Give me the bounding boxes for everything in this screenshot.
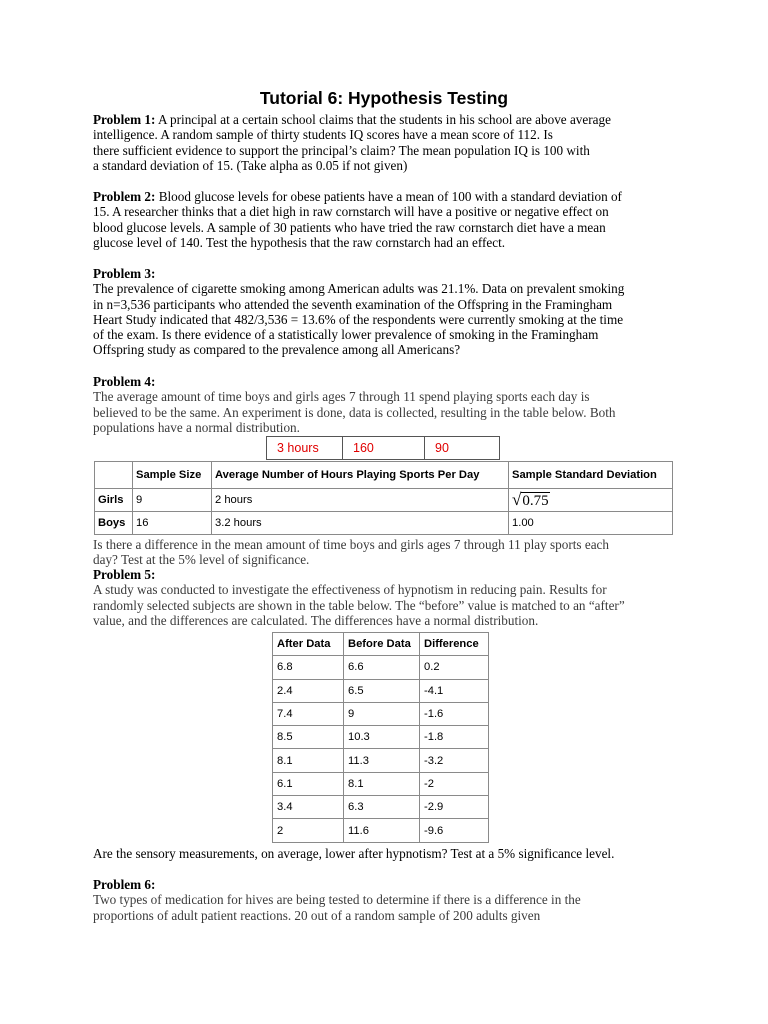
table-cell: 2 hours — [212, 489, 509, 512]
table-header-row — [95, 462, 673, 489]
table-row — [273, 726, 489, 749]
table-cell: 11.6 — [344, 819, 420, 842]
table-cell: -3.2 — [420, 749, 489, 772]
table-header-cell: Sample Standard Deviation — [509, 462, 673, 489]
table-cell-sqrt — [509, 489, 673, 512]
problem-5-line: randomly selected subjects are shown in the table below. The “before” value is matched to an “after” — [93, 597, 625, 613]
table-cell: 6.3 — [344, 796, 420, 819]
page-title: Tutorial 6: Hypothesis Testing — [259, 88, 509, 108]
table-cell: 6.1 — [273, 772, 344, 795]
problem-4-line: The average amount of time boys and girls ages 7 through 11 spend playing sports each day is — [93, 389, 590, 405]
problem-3-line: of the exam. Is there evidence of a statistically lower prevalence of smoking in the Framingham — [93, 327, 599, 343]
table-cell: -1.6 — [420, 702, 489, 725]
table-row — [95, 512, 673, 535]
table-cell: 6.6 — [344, 656, 420, 679]
table-cell: 8.1 — [273, 749, 344, 772]
table-header-cell: Difference — [420, 633, 489, 656]
problem-3-label: Problem 3: — [93, 266, 156, 281]
problem-4-label: Problem 4: — [93, 374, 156, 389]
table-row — [273, 679, 489, 702]
table-cell: 7.4 — [273, 702, 344, 725]
problem-1-label: Problem 1: — [93, 112, 156, 127]
problem-4-line: believed to be the same. An experiment is done, data is collected, resulting in the table below. Both — [93, 404, 616, 420]
sqrt-symbol-icon: √ — [512, 490, 522, 509]
problem-1 — [93, 112, 678, 173]
table-cell: 16 — [133, 512, 212, 535]
problem-4-question-line: day? Test at the 5% level of significance. — [93, 552, 310, 568]
problem-3-line: in n=3,536 participants who attended the seventh examination of the Offspring in the Framingham — [93, 296, 613, 312]
table-row — [273, 819, 489, 842]
problem-5-question-line: Are the sensory measurements, on average, lower after hypnotism? Test at a 5% significance level. — [93, 846, 615, 861]
problem-2 — [93, 189, 678, 250]
table-cell: 6.5 — [344, 679, 420, 702]
problem-4-line: populations have a normal distribution. — [93, 419, 300, 435]
table-cell: -9.6 — [420, 819, 489, 842]
problem-2-label: Problem 2: — [93, 189, 156, 204]
table-header-cell — [95, 462, 133, 489]
table-cell: 3.2 hours — [212, 512, 509, 535]
table-cell: 2.4 — [273, 679, 344, 702]
table-cell: -2 — [420, 772, 489, 795]
table-cell: 9 — [133, 489, 212, 512]
table-header-cell: Average Number of Hours Playing Sports Per Day — [212, 462, 509, 489]
row-label: Boys — [95, 512, 133, 535]
problem-3-line: The prevalence of cigarette smoking among American adults was 21.1%. Data on prevalent smoking — [93, 281, 625, 297]
hypnotism-table — [272, 632, 489, 843]
problem-5 — [93, 567, 678, 628]
problem-3-line: Heart Study indicated that 482/3,536 = 13.6% of the respondents were currently smoking at the time — [93, 311, 624, 327]
problem-6-line: Two types of medication for hives are being tested to determine if there is a difference in the — [93, 892, 581, 908]
table-cell: 0.2 — [420, 656, 489, 679]
table-cell: 3.4 — [273, 796, 344, 819]
row-label: Girls — [95, 489, 133, 512]
table-cell: 6.8 — [273, 656, 344, 679]
table-cell: -1.8 — [420, 726, 489, 749]
problem-5-line: value, and the differences are calculated. The differences have a normal distribution. — [93, 612, 539, 628]
table-row — [95, 489, 673, 512]
table-row — [273, 749, 489, 772]
problem-5-question — [93, 846, 678, 861]
table-header-cell: After Data — [273, 633, 344, 656]
sqrt-value: 0.75 — [522, 493, 549, 509]
problem-5-label: Problem 5: — [93, 567, 156, 582]
table-cell: 11.3 — [344, 749, 420, 772]
sports-table — [94, 461, 673, 535]
table-cell: 1.00 — [509, 512, 673, 535]
table-cell: -2.9 — [420, 796, 489, 819]
table-cell: 2 — [273, 819, 344, 842]
table-cell: 8.1 — [344, 772, 420, 795]
problem-1-line: intelligence. A random sample of thirty students IQ scores have a mean score of 112. Is — [93, 127, 553, 143]
problem-6-line: proportions of adult patient reactions. 20 out of a random sample of 200 adults given — [93, 907, 541, 923]
annotation-value-160: 160 — [342, 436, 425, 460]
annotation-mean-boys: 3 hours — [266, 436, 343, 460]
problem-4-question — [93, 537, 678, 568]
table-header-row — [273, 633, 489, 656]
problem-2-line: 15. A researcher thinks that a diet high in raw cornstarch will have a positive or negative effect on — [93, 204, 609, 220]
table-row — [273, 772, 489, 795]
problem-6 — [93, 877, 678, 923]
table-row — [273, 796, 489, 819]
problem-4 — [93, 374, 678, 435]
annotation-value-90: 90 — [424, 436, 500, 460]
problem-2-line: glucose level of 140. Test the hypothesis that the raw cornstarch had an effect. — [93, 234, 506, 250]
problem-5-line: A study was conducted to investigate the effectiveness of hypnotism in reducing pain. Results for — [93, 582, 607, 598]
problem-1-line: A principal at a certain school claims that the students in his school are above average — [155, 112, 611, 127]
table-header-cell: Sample Size — [133, 462, 212, 489]
table-row — [273, 702, 489, 725]
problem-2-line: blood glucose levels. A sample of 30 patients who have tried the raw cornstarch diet have a mean — [93, 219, 606, 235]
problem-3-line: Offspring study as compared to the prevalence among all Americans? — [93, 342, 461, 358]
problem-4-question-line: Is there a difference in the mean amount of time boys and girls ages 7 through 11 play sports each — [93, 537, 609, 552]
table-row — [273, 656, 489, 679]
table-cell: 8.5 — [273, 726, 344, 749]
problem-2-line: Blood glucose levels for obese patients have a mean of 100 with a standard deviation of — [155, 189, 622, 204]
table-cell: 9 — [344, 702, 420, 725]
problem-3 — [93, 266, 678, 358]
problem-1-line: there sufficient evidence to support the principal’s claim? The mean population IQ is 100 with — [93, 142, 590, 158]
table-cell: -4.1 — [420, 679, 489, 702]
problem-6-label: Problem 6: — [93, 877, 156, 892]
problem-1-line: a standard deviation of 15. (Take alpha as 0.05 if not given) — [93, 157, 408, 173]
table-cell: 10.3 — [344, 726, 420, 749]
table-header-cell: Before Data — [344, 633, 420, 656]
